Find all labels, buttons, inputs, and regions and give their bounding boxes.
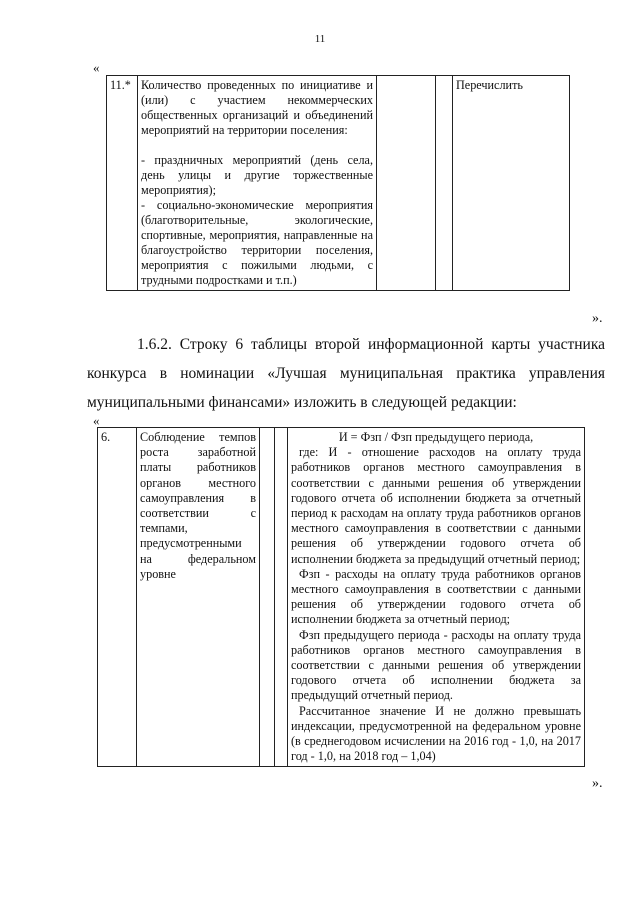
page-number: 11 (314, 33, 326, 45)
row-number: 6. (98, 428, 137, 767)
empty-cell (377, 76, 436, 291)
criteria-table-row-11 (106, 75, 570, 291)
formula: И = Фзп / Фзп предыдущего периода, (338, 430, 534, 444)
definition-paragraph: Рассчитанное значение И не должно превышать индексации, предусмотренной на федеральном уровне (в среднегодовом исчислении на 2016 год - 1,0, на 2017 год - 1,0, на 2018 год – 1,04) (291, 703, 581, 764)
definition-paragraph: Фзп - расходы на оплату труда работников органов местного самоуправления в соответствии с данными решения об утверждении годового отчета об исполнении бюджета за отчетный период; (291, 566, 581, 627)
closing-quote-2: ». (592, 776, 603, 791)
row-number: 11.* (107, 76, 138, 291)
opening-quote-1: « (93, 60, 100, 75)
criterion-line: - праздничных мероприятий (день села, день улицы и другие торжественные мероприятия); (141, 153, 373, 197)
paragraph-text: 1.6.2. Строку 6 таблицы второй информационной карты участника конкурса в номинации «Лучшая муниципальная практика управления муниципальными финансами» изложить в следующей редакции: (87, 336, 605, 411)
criterion-description: Соблюдение темпов роста заработной платы работников органов местного самоуправления в соответствии с темпами, предусмотренными на федеральном уровне (137, 428, 260, 767)
criterion-line (141, 138, 373, 153)
definition-paragraph: Фзп предыдущего периода - расходы на оплату труда работников органов местного самоуправления в соответствии с данными решения об утверждении годового отчета об исполнении бюджета за предыдущий отчетный период. (291, 627, 581, 703)
empty-cell (436, 76, 453, 291)
criteria-table-row-6 (97, 427, 585, 767)
calculation-method (288, 428, 585, 767)
criterion-line: Количество проведенных по инициативе и (или) с участием некоммерческих общественных организаций и объединений мероприятий на территории поселения: (141, 78, 373, 137)
empty-cell (275, 428, 288, 767)
empty-cell (260, 428, 275, 767)
criterion-line: - социально-экономические мероприятия (благотворительные, экологические, спортивные, мероприятия, направленные на благоустройство территории поселения, мероприятия с пожилыми людьми, с трудными подростками и т.п.) (141, 198, 373, 287)
action-cell: Перечислить (453, 76, 570, 291)
opening-quote-2: « (93, 413, 100, 428)
amendment-paragraph (87, 330, 605, 417)
closing-quote-1: ». (592, 311, 603, 326)
definition-paragraph: где: И - отношение расходов на оплату труда работников органов местного самоуправления в соответствии с данными решения об утверждении годового отчета об исполнении бюджета за отчетный период к расходам на оплату труда работников органов местного самоуправления в соответствии с данными решения об утверждении годового отчета об исполнении бюджета за предыдущий отчетный период; (291, 445, 581, 566)
criterion-description (138, 76, 377, 291)
